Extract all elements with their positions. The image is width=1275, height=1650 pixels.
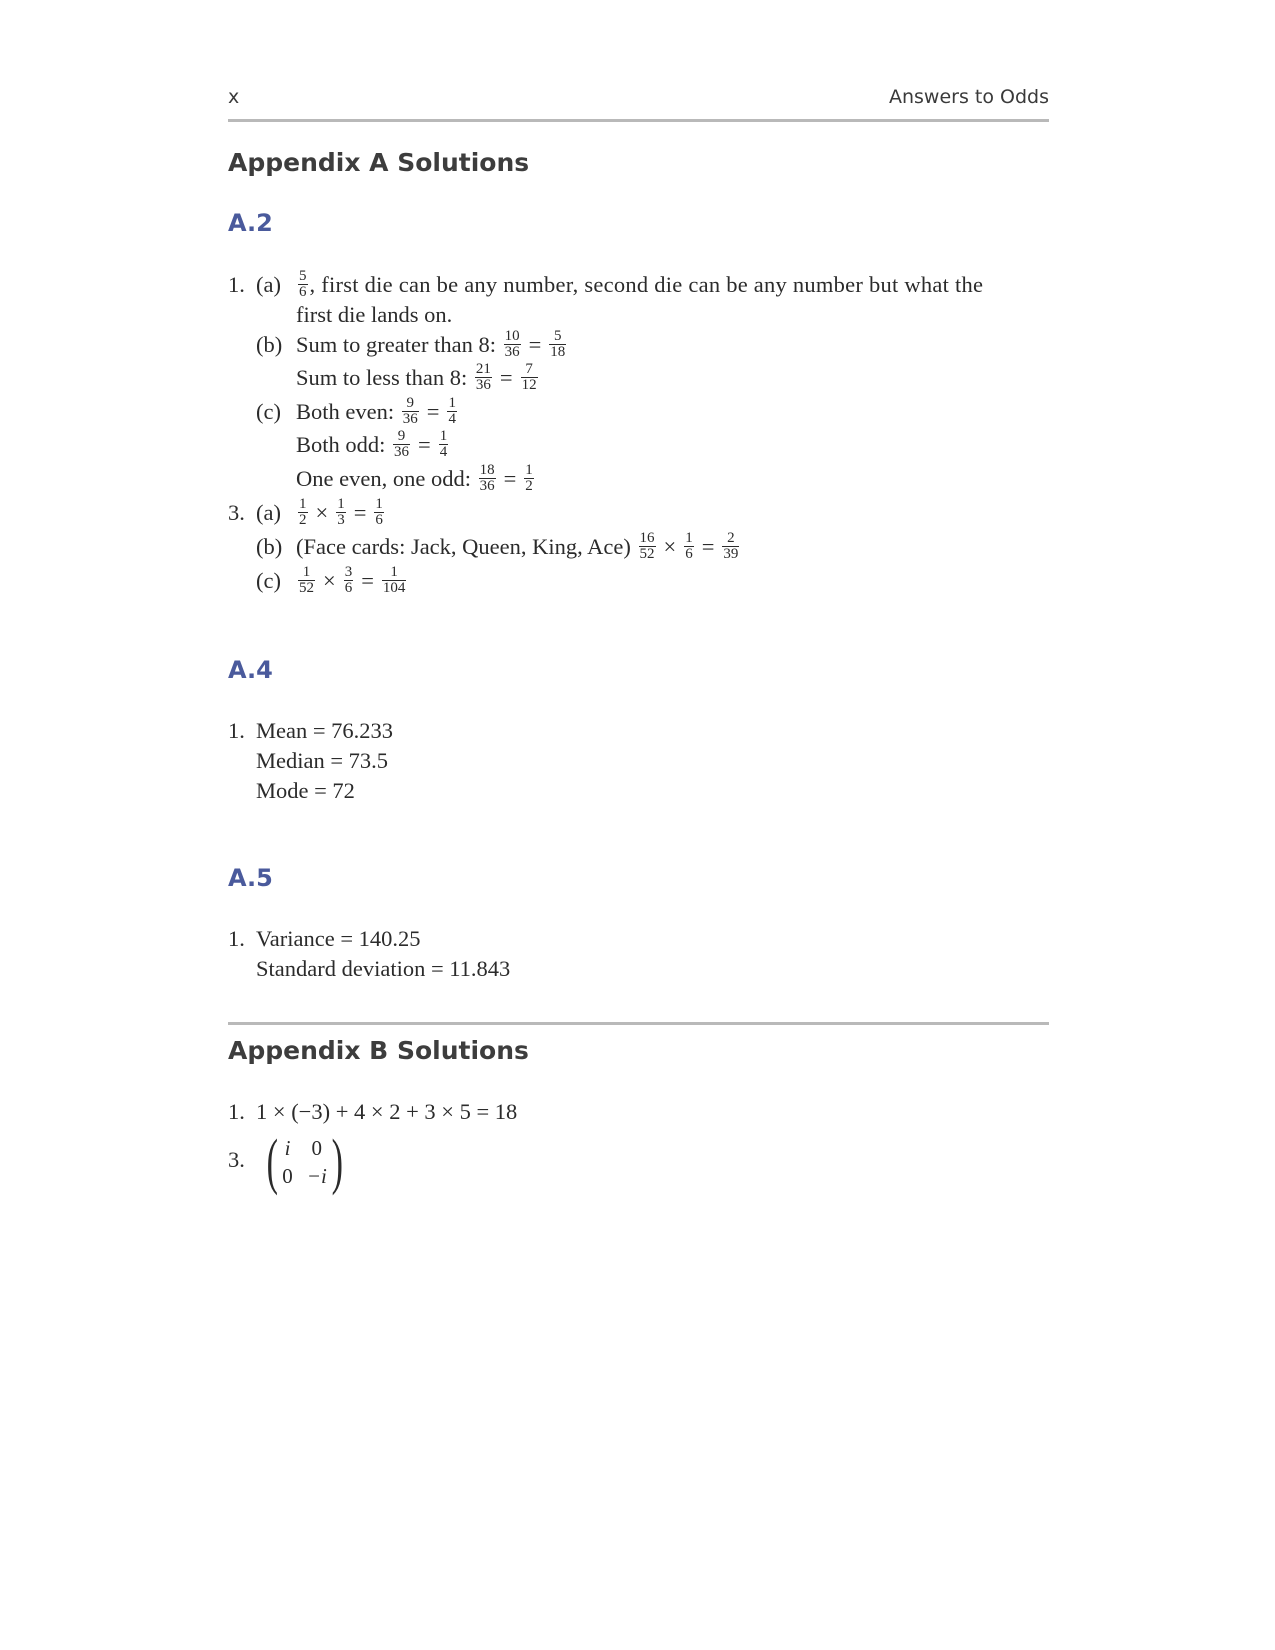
equals-sign: =: [499, 365, 513, 390]
part-label: (a): [256, 500, 281, 525]
fraction: $\frac{1}{4}$: [448, 395, 456, 428]
fraction: $\frac{2}{39}$: [723, 530, 739, 563]
header-rule: [228, 119, 1049, 122]
part-label: (b): [256, 534, 283, 559]
b-p1: [228, 1097, 517, 1127]
equals-sign: =: [503, 466, 517, 491]
a2-p1-c-line3: [296, 464, 536, 496]
running-title: Answers to Odds: [888, 86, 1049, 108]
fraction: $\frac{1}{4}$: [439, 428, 448, 461]
appendix-a-heading: Appendix A Solutions: [228, 148, 530, 177]
times-sign: ×: [323, 568, 336, 593]
matrix-entries: [282, 1134, 327, 1190]
b-p1-expression: 1 × (−3) + 4 × 2 + 3 × 5 = 18: [256, 1099, 518, 1124]
fraction: $\frac{7}{12}$: [521, 361, 537, 394]
a2-p1-b-line1: [256, 330, 568, 362]
section-a4-heading: A.4: [228, 656, 273, 684]
fraction: $\frac{1}{3}$: [337, 496, 345, 529]
fraction: $\frac{3}{6}$: [344, 564, 353, 597]
part-label: (c): [256, 399, 281, 424]
a4-mode: Mode = 72: [256, 778, 355, 803]
problem-number: 3.: [228, 1147, 245, 1172]
a2-p3-b: [256, 532, 741, 564]
a2-p1-c-line1: [256, 397, 459, 429]
a2-p1-a-text: , first die can be any number, second die can be any number but what the: [309, 272, 984, 297]
fraction: $\frac{1}{52}$: [299, 564, 314, 597]
times-sign: ×: [663, 534, 677, 559]
text: (Face cards: Jack, Queen, King, Ace): [296, 534, 631, 559]
fraction: $\frac{1}{6}$: [685, 530, 693, 563]
times-sign: ×: [315, 500, 329, 525]
a2-p3-a: [228, 498, 386, 530]
fraction: $\frac{18}{36}$: [479, 462, 495, 495]
a2-p3-c: [256, 566, 408, 598]
fraction: $\frac{16}{52}$: [639, 530, 655, 563]
problem-number: 1.: [228, 272, 245, 297]
equals-sign: =: [353, 500, 367, 525]
mean-value: Mean = 76.233: [256, 718, 394, 743]
problem-number: 3.: [228, 500, 245, 525]
a5-std: Standard deviation = 11.843: [256, 956, 511, 981]
matrix-entry: i: [284, 1135, 291, 1160]
a2-p1-a-cont: first die lands on.: [296, 302, 453, 327]
appendix-b-heading: Appendix B Solutions: [228, 1036, 529, 1065]
page-number: x: [228, 86, 240, 108]
equals-sign: =: [361, 568, 374, 593]
text: Both odd:: [296, 432, 386, 457]
matrix-entry: −i: [306, 1163, 327, 1188]
matrix-entry: 0: [282, 1163, 293, 1188]
a2-p1-a: [228, 270, 983, 302]
text: One even, one odd:: [296, 466, 471, 491]
fraction: $\frac{1}{2}$: [299, 496, 307, 529]
problem-number: 1.: [228, 718, 245, 743]
a2-p1-c-line2: [296, 430, 450, 462]
fraction: $\frac{10}{36}$: [504, 328, 520, 361]
part-label: (a): [256, 272, 281, 297]
fraction: $\frac{9}{36}$: [394, 428, 410, 461]
fraction: $\frac{9}{36}$: [402, 395, 418, 428]
section-divider: [228, 1022, 1049, 1025]
equals-sign: =: [426, 399, 440, 424]
problem-number: 1.: [228, 926, 245, 951]
equals-sign: =: [418, 432, 431, 457]
fraction: $\frac{5}{6}$: [299, 268, 307, 301]
text: Sum to less than 8:: [296, 365, 468, 390]
a4-mean-line: [228, 716, 393, 746]
section-a5-heading: A.5: [228, 864, 273, 892]
a2-p1-b-line2: [296, 363, 540, 395]
fraction: $\frac{5}{18}$: [550, 328, 566, 361]
section-a2-heading: A.2: [228, 209, 273, 237]
variance-value: Variance = 140.25: [256, 926, 421, 951]
text: Sum to greater than 8:: [296, 332, 496, 357]
equals-sign: =: [528, 332, 542, 357]
a4-median: Median = 73.5: [256, 748, 389, 773]
equals-sign: =: [701, 534, 715, 559]
text: Both even:: [296, 399, 395, 424]
a5-variance-line: [228, 924, 421, 954]
part-label: (b): [256, 332, 283, 357]
fraction: $\frac{21}{36}$: [475, 361, 491, 394]
fraction: $\frac{1}{104}$: [382, 564, 406, 597]
b-p3: [228, 1127, 347, 1196]
left-paren: (: [266, 1127, 278, 1196]
matrix: [262, 1127, 348, 1196]
fraction: $\frac{1}{6}$: [375, 496, 383, 529]
matrix-entry: 0: [311, 1135, 323, 1160]
problem-number: 1.: [228, 1099, 245, 1124]
fraction: $\frac{1}{2}$: [525, 462, 533, 495]
right-paren: ): [331, 1127, 343, 1196]
part-label: (c): [256, 568, 281, 593]
